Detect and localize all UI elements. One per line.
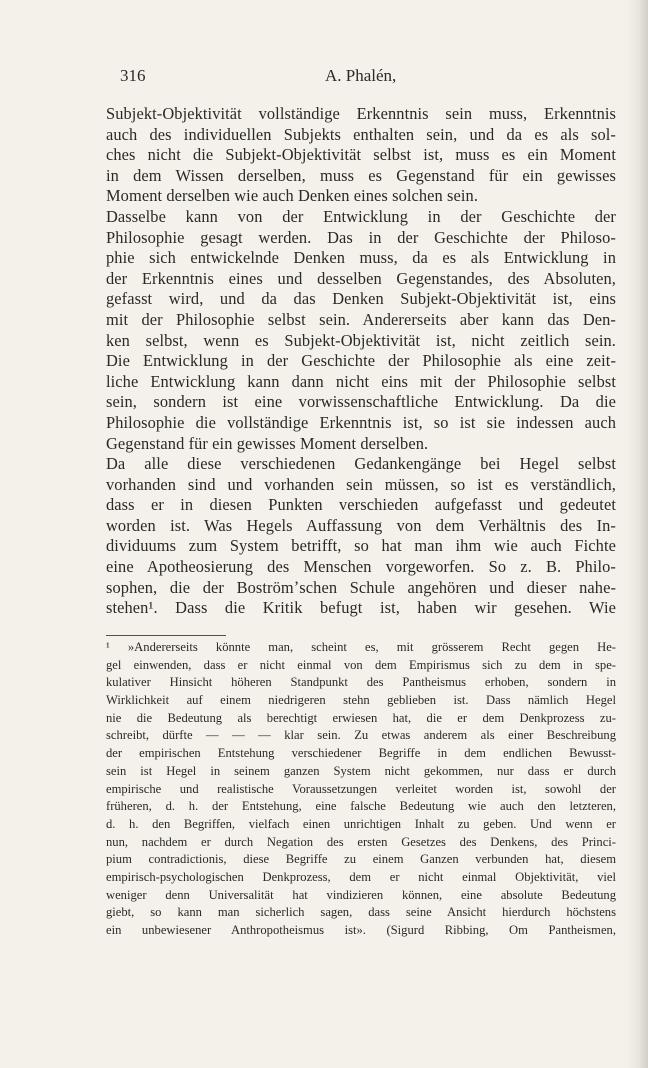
footnote-line: ¹ »Andererseits könnte man, scheint es, mit grösserem Recht gegen He- (106, 640, 616, 654)
footnote-rule (106, 635, 226, 636)
footnote-line: sein ist Hegel in seinem ganzen System nicht gekommen, nur dass er durch (106, 763, 616, 778)
body-line: ches nicht die Subjekt-Objektivität selbst ist, muss es ein Moment (106, 145, 616, 165)
body-line: der Erkenntnis eines und desselben Gegenstandes, des Absoluten, (106, 268, 616, 288)
body-line: Subjekt-Objektivität vollständige Erkenntnis sein muss, Erkenntnis (106, 104, 616, 123)
body-line: Moment derselben wie auch Denken eines solchen sein. (106, 186, 479, 206)
footnote-line: ein unbewiesener Anthropotheismus ist». (Sigurd Ribbing, Om Pantheismen, (106, 923, 616, 937)
page-header (120, 66, 560, 88)
body-line: worden ist. Was Hegels Auffassung von dem Verhältnis des In- (106, 515, 616, 535)
body-line: Die Entwicklung in der Geschichte der Philosophie als eine zeit- (106, 351, 616, 371)
page-number: 316 (120, 66, 146, 85)
page-edge-shadow (626, 0, 648, 1068)
body-line: Philosophie gesagt werden. Das in der Geschichte der Philoso- (106, 227, 616, 247)
footnote-line: nie die Bedeutung als berechtigt erwiesen hat, die er dem Denkprozess zu- (106, 710, 616, 725)
footnote-line: gel einwenden, dass er nicht einmal von dem Empirismus sich zu dem in spe- (106, 657, 616, 672)
body-line: phie sich entwickelnde Denken muss, da es als Entwicklung in (106, 248, 616, 268)
body-line: Dasselbe kann von der Entwicklung in der Geschichte der (106, 206, 616, 226)
footnote-line: d. h. den Begriffen, vielfach einen unrichtigen Inhalt zu geben. Und wenn er (106, 816, 616, 831)
footnote-line: früheren, d. h. der Entstehung, eine falsche Bedeutung wie auch den letzteren, (106, 799, 616, 814)
body-line: eine Apotheosierung des Menschen vorgeworfen. So z. B. Philo- (106, 557, 616, 577)
footnote (106, 639, 616, 940)
body-line: liche Entwicklung kann dann nicht eins mit der Philosophie selbst (106, 371, 616, 391)
footnote-line: empirische und realistische Voraussetzungen verleitet worden ist, sowohl der (106, 781, 616, 796)
footnote-line: schreibt, dürfte — — — klar sein. Zu etwas anderem als einer Beschreibung (106, 728, 616, 743)
body-line: mit der Philosophie selbst sein. Andererseits aber kann das Den- (106, 309, 616, 329)
body-line: in dem Wissen derselben, muss es Gegenstand für ein gewisses (106, 165, 616, 185)
footnote-line: Wirklichkeit auf einem niedrigeren stehn geblieben ist. Dass nämlich Hegel (106, 693, 616, 708)
body-line: dass er in diesen Punkten verschieden aufgefasst und gedeutet (106, 495, 616, 515)
footnote-line: der empirischen Entstehung verschiedener Begriffe in dem endlichen Bewusst- (106, 746, 616, 761)
body-line: vorhanden sind und vorhanden sein müssen, so ist es verständlich, (106, 474, 616, 494)
body-line: Da alle diese verschiedenen Gedankengänge bei Hegel selbst (106, 454, 616, 474)
body-text (106, 104, 616, 619)
footnote-line: weniger denn Universalität hat vindizieren können, eine absolute Bedeutung (106, 887, 616, 902)
footnote-line: pium contradictionis, diese Begriffe zu einem Ganzen verbunden hat, diesem (106, 852, 616, 867)
footnote-line: giebt, so kann man sicherlich sagen, dass seine Ansicht hierdurch höchstens (106, 905, 616, 920)
footnote-line: nun, nachdem er durch Negation des ersten Gesetzes des Denkens, des Princi- (106, 834, 616, 849)
footnote-line: empirisch-psychologischen Denkprozess, dem er nicht einmal Objektivität, viel (106, 869, 616, 884)
running-head: A. Phalén, (325, 66, 397, 85)
body-line: Gegenstand für ein gewisses Moment derselben. (106, 433, 429, 453)
body-line: ken selbst, wenn es Subjekt-Objektivität ist, nicht zeitlich sein. (106, 330, 616, 350)
body-line: sein, sondern ist eine vorwissenschaftliche Entwicklung. Da die (106, 392, 616, 412)
body-line: gefasst wird, und da das Denken Subjekt-Objektivität ist, eins (106, 289, 616, 309)
body-line: stehen¹. Dass die Kritik befugt ist, haben wir gesehen. Wie (106, 598, 616, 618)
body-line: sophen, die der Boströmʼschen Schule angehören und dieser nahe- (106, 577, 616, 597)
footnote-line: kulativer Hinsicht höheren Standpunkt des Pantheismus erhoben, sondern in (106, 675, 616, 690)
body-line: auch des individuellen Subjekts enthalten sein, und da es als sol- (106, 124, 616, 144)
body-line: dividuums zum System betrifft, so hat man ihm wie auch Fichte (106, 536, 616, 556)
body-line: Philosophie die vollständige Erkenntnis ist, so ist sie indessen auch (106, 412, 616, 432)
